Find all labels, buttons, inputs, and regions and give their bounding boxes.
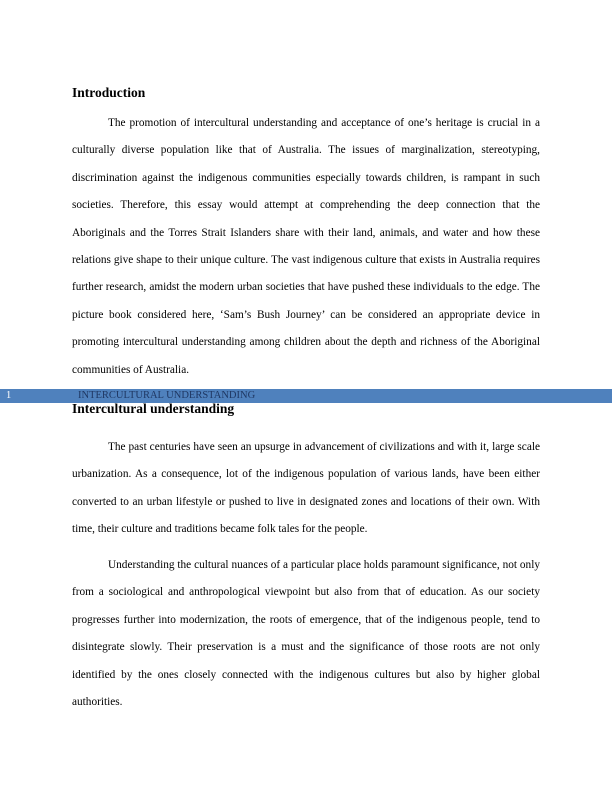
paragraph-intercultural-1: The past centuries have seen an upsurge in advancement of civilizations and with it, large scale urbanization. As a consequence, lot of the indigenous population of various lands, have been either converted to an urban lifestyle or pushed to live in designated zones and locations of their own. With time, their culture and traditions became folk tales for the people. [72, 441, 540, 536]
section-heading-introduction: Introduction [72, 85, 146, 100]
running-head: INTERCULTURAL UNDERSTANDING [78, 390, 256, 401]
paragraph-intercultural-2: Understanding the cultural nuances of a particular place holds paramount significance, not only from a sociological and anthropological viewpoint but also from that of education. As our society progresses further into modernization, the roots of emergence, that of the indigenous people, tend to disintegrate slowly. Their preservation is a must and the significance of those roots are not only identified by the ones closely connected with the indigenous cultures but also by higher global authorities. [72, 559, 540, 709]
paragraph-introduction: The promotion of intercultural understanding and acceptance of one’s heritage is crucial in a culturally diverse population like that of Australia. The issues of marginalization, stereotyping, discrimination against the indigenous communities especially towards children, is rampant in such societies. Therefore, this essay would attempt at comprehending the deep connection that the Aboriginals and the Torres Strait Islanders share with their land, animals, and water and how these relations give shape to their unique culture. The vast indigenous culture that exists in Australia requires further research, amidst the modern urban societies that have pushed these individuals to the edge. The picture book considered here, ‘Sam’s Bush Journey’ can be considered an appropriate device in promoting intercultural understanding among children about the depth and richness of the Aboriginal communities of Australia. [72, 117, 540, 376]
section-heading-intercultural-understanding: Intercultural understanding [72, 401, 235, 416]
page-number: 1 [6, 390, 12, 401]
